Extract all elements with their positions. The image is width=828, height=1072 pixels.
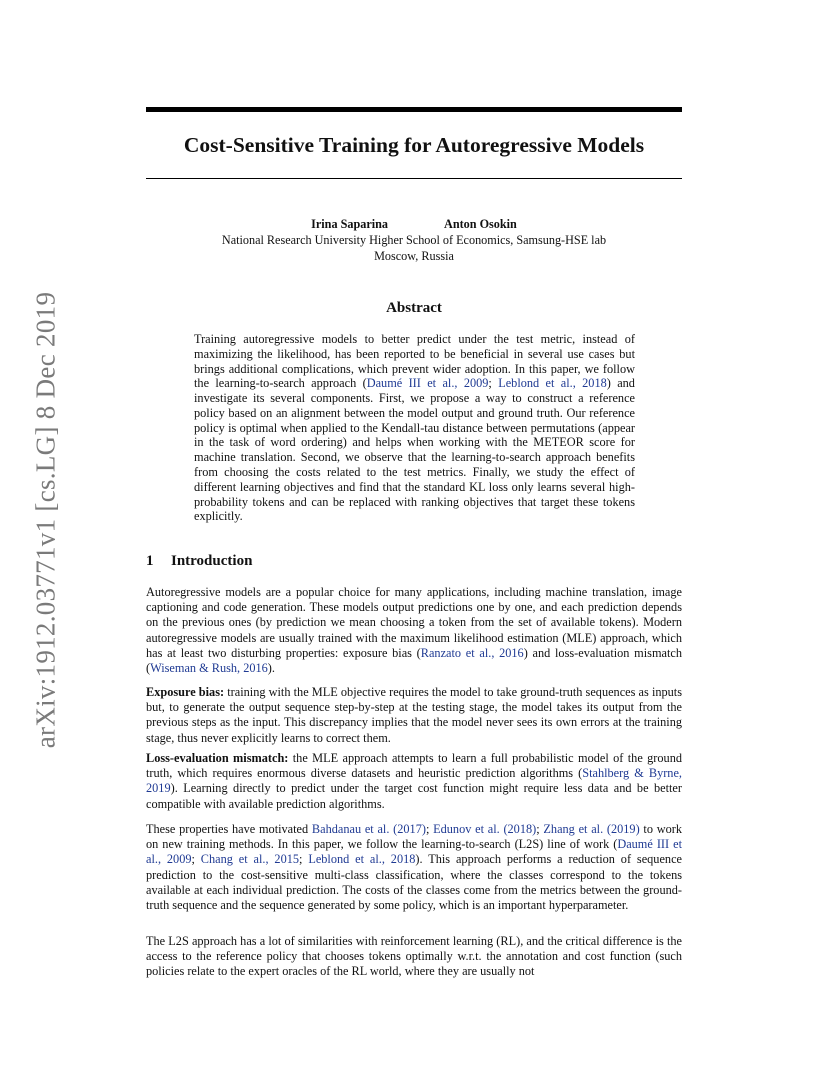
intro-paragraph-4: These properties have motivated Bahdanau et al. (2017); Edunov et al. (2018); Zhang et al. (2019) to work on new training methods. In this paper, we follow the learning-to-search (L2S) line of work (Daumé III et al., 2009; Chang et al., 2015; Leblond et al., 2018). This approach performs a reduction of sequence prediction to the cost-sensitive multi-class classification, where the classes correspond to the tokens available at each individual prediction. The costs of the classes come from the metrics between the ground-truth sequence and the sequence generated by some policy, which is an important hyperparameter. <box>146 822 683 913</box>
citation-link[interactable]: Ranzato et al., 2016 <box>420 645 524 660</box>
affiliation: National Research University Higher School of Economics, Samsung-HSE lab <box>221 233 607 247</box>
abstract-heading: Abstract <box>386 300 442 316</box>
intro-paragraph-5: The L2S approach has a lot of similarities with reinforcement learning (RL), and the critical difference is the access to the reference policy that chooses tokens optimally w.r.t. the annotation and cost function (such policies relate to the expert oracles of the RL world, where they are usually not <box>146 934 682 979</box>
author-name: Irina Saparina <box>311 217 389 231</box>
citation-link[interactable]: Stahlberg & Byrne, 2019 <box>146 766 682 796</box>
paragraph-lead: Loss-evaluation mismatch: <box>146 751 289 765</box>
intro-paragraph-exposure-bias: Exposure bias: training with the MLE objective requires the model to take ground-truth sequences as inputs but, to generate the output sequence step-by-step at the testing stage, the model takes its output from the previous steps as the input. This discrepancy implies that the model never sees its own errors at the training stage, thus never explicitly learns to correct them. <box>146 685 683 745</box>
citation-link[interactable]: Bahdanau et al. (2017) <box>311 822 426 836</box>
author-names <box>146 216 682 232</box>
paper-title: Cost-Sensitive Training for Autoregressive Models <box>183 133 645 157</box>
section-heading <box>146 551 252 571</box>
intro-paragraph-1: Autoregressive models are a popular choice for many applications, including machine translation, image captioning and code generation. These models output predictions one by one, and each prediction depends on the previous ones (by prediction we mean choosing a token from the set of available tokens). Modern autoregressive models are usually trained with the maximum likelihood estimation (MLE) approach, which has at least two disturbing properties: exposure bias (Ranzato et al., 2016) and loss-evaluation mismatch (Wiseman & Rush, 2016). <box>146 585 682 676</box>
citation-link[interactable]: Daumé III et al., 2009 <box>366 376 489 391</box>
citation-link[interactable]: Chang et al., 2015 <box>200 852 300 867</box>
section-number: 1 <box>146 553 154 569</box>
citation-link[interactable]: Leblond et al., 2018 <box>498 376 607 391</box>
author-block <box>146 216 682 264</box>
citation-link[interactable]: Daumé III et al., 2009 <box>146 837 682 867</box>
citation-link[interactable]: Zhang et al. (2019) <box>543 822 640 836</box>
citation-link[interactable]: Leblond et al., 2018 <box>308 852 416 867</box>
paragraph-lead: Exposure bias: <box>146 685 225 699</box>
citation-link[interactable]: Edunov et al. (2018) <box>433 822 537 836</box>
location: Moscow, Russia <box>374 249 454 263</box>
title-top-rule <box>146 107 682 112</box>
title-bottom-rule <box>146 178 682 179</box>
citation-link[interactable]: Wiseman & Rush, 2016 <box>150 661 268 676</box>
author-name: Anton Osokin <box>444 217 517 231</box>
arxiv-identifier: arXiv:1912.03771v1 [cs.LG] 8 Dec 2019 <box>30 291 61 749</box>
section-title: Introduction <box>171 553 253 569</box>
intro-paragraph-loss-mismatch: Loss-evaluation mismatch: the MLE approach attempts to learn a full probabilistic model of the ground truth, which requires enormous diverse datasets and heuristic prediction algorithms (Stahlberg & Byrne, 2019). Learning directly to predict under the target cost function might require less data and be better compatible with available prediction algorithms. <box>146 751 682 811</box>
abstract-body: Training autoregressive models to better predict under the test metric, instead of maximizing the likelihood, has been reported to be beneficial in several use cases but brings additional complications, which prevent wider adoption. In this paper, we follow the learning-to-search approach (Daumé III et al., 2009; Leblond et al., 2018) and investigate its several components. First, we propose a way to construct a reference policy based on an alignment between the model output and ground truth. Our reference policy is optimal when applied to the Kendall-tau distance between permutations (appear in the task of word ordering) and helps when working with the METEOR score for machine translation. Second, we observe that the learning-to-search approach benefits from choosing the costs related to the test metrics. Finally, we study the effect of different learning objectives and find that the standard KL loss only learns several high-probability tokens and can be replaced with ranking objectives that target these tokens explicitly. <box>194 332 635 524</box>
